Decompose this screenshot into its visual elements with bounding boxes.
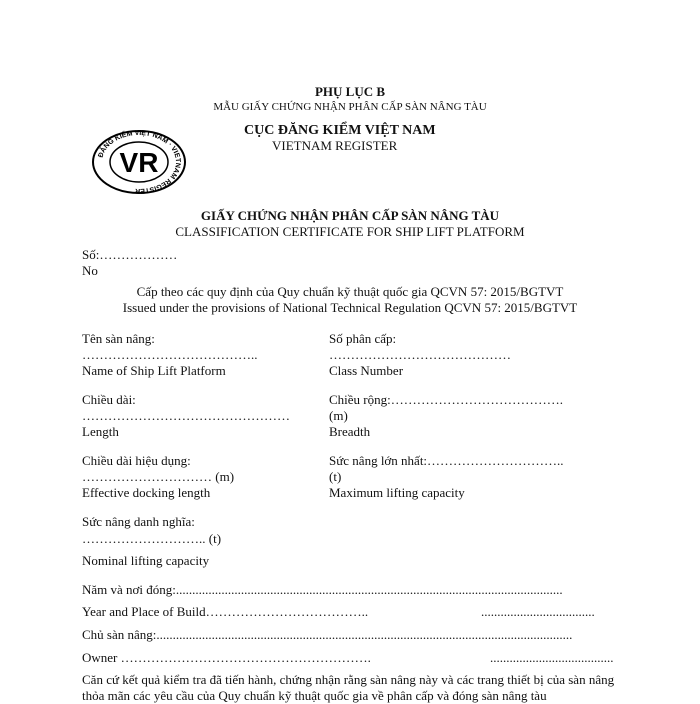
issued-text-en: Issued under the provisions of National Technical Regulation QCVN 57: 2015/BGTVT: [122, 300, 578, 315]
build-label-en: Year and Place of Build………………………………..: [82, 604, 369, 619]
nominal-lifting-label-vn: Sức nâng danh nghĩa:: [82, 514, 195, 529]
length-label-en: Length: [82, 424, 119, 439]
number-label-vn: Số:………………: [82, 247, 178, 262]
length-dots: …………………………………………: [82, 408, 290, 423]
max-lifting-unit: (t): [329, 469, 342, 484]
issued-text-vn: Cấp theo các quy định của Quy chuẩn kỹ thuật quốc gia QCVN 57: 2015/BGTVT: [136, 284, 564, 299]
build-label-vn: Năm và nơi đóng:.......................................................................................................................: [82, 582, 563, 597]
number-label-en: No: [82, 263, 98, 278]
nominal-lifting-label-en: Nominal lifting capacity: [82, 553, 210, 568]
effective-length-label-vn: Chiều dài hiệu dụng:: [82, 453, 191, 468]
breadth-label-vn: Chiều rộng:………………………………….: [329, 392, 563, 407]
form-title: MẪU GIẤY CHỨNG NHẬN PHÂN CẤP SÀN NÂNG TÀU: [213, 101, 487, 113]
max-lifting-label-vn: Sức nâng lớn nhất:…………………………..: [329, 453, 564, 468]
length-label-vn: Chiều dài:: [82, 392, 136, 407]
certificate-title-vn: GIẤY CHỨNG NHẬN PHÂN CẤP SÀN NÂNG TÀU: [200, 208, 500, 223]
certification-paragraph: Căn cứ kết quả kiểm tra đã tiến hành, chứng nhận rằng sàn nâng này và các trang thiết bị của sàn nâng thỏa mãn các yêu cầu của Quy chuẩn kỹ thuật quốc gia về phân cấp và đóng sàn nâng tàu: [82, 672, 615, 703]
class-number-label-en: Class Number: [329, 363, 404, 378]
owner-label-vn: Chủ sàn nâng:................................................................................................................................: [82, 627, 573, 642]
nominal-lifting-dots: ……………………….. (t): [82, 531, 222, 546]
breadth-label-en: Breadth: [329, 424, 371, 439]
org-name-en: VIETNAM REGISTER: [272, 138, 398, 153]
max-lifting-label-en: Maximum lifting capacity: [329, 485, 465, 500]
effective-length-label-en: Effective docking length: [82, 485, 211, 500]
appendix-heading: PHỤ LỤC B: [314, 84, 386, 99]
name-dots: …………………………………..: [82, 347, 258, 362]
class-number-dots: ……………………………………: [329, 347, 511, 362]
svg-text:ĐĂNG KIỂM VIỆT NAM · VIETNAM R: ĐĂNG KIỂM VIỆT NAM · VIETNAM REGISTER: [97, 130, 182, 194]
vietnam-register-logo: [90, 130, 188, 194]
name-label-en: Name of Ship Lift Platform: [82, 363, 226, 378]
name-label-vn: Tên sàn nâng:: [82, 331, 155, 346]
effective-length-dots: ………………………… (m): [82, 469, 235, 484]
certificate-title-en: CLASSIFICATION CERTIFICATE FOR SHIP LIFT PLATFORM: [175, 224, 525, 239]
svg-text:VR: VR: [119, 147, 159, 178]
owner-label-en: Owner ………………………………………………….: [82, 650, 371, 665]
owner-dots: ......................................: [490, 650, 614, 665]
class-number-label-vn: Số phân cấp:: [329, 331, 397, 346]
breadth-unit: (m): [329, 408, 348, 423]
build-dots: ...................................: [481, 604, 595, 619]
org-name-vn: CỤC ĐĂNG KIỂM VIỆT NAM: [244, 123, 436, 138]
